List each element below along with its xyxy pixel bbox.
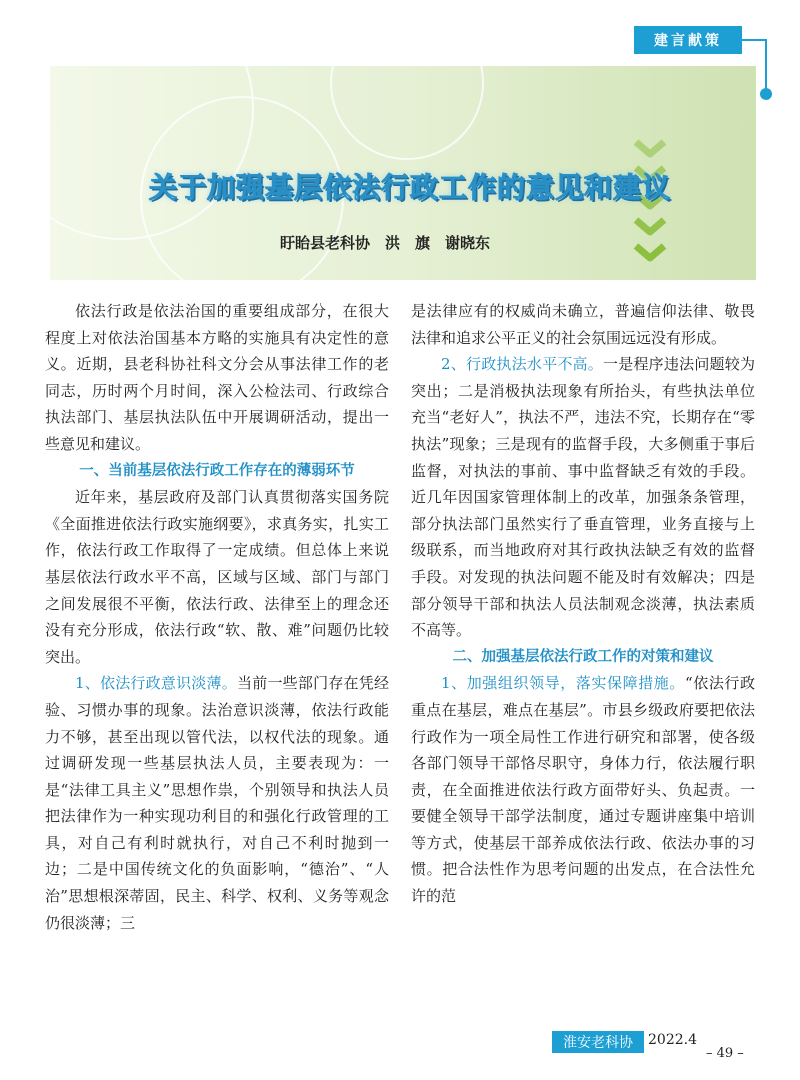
paragraph: 是法律应有的权威尚未确立，普遍信仰法律、敬畏法律和追求公平正义的社会氛围远远没有形成。 bbox=[411, 302, 755, 347]
paragraph bbox=[411, 351, 755, 644]
tag-connector-line-vertical bbox=[765, 39, 767, 91]
decor-ring bbox=[330, 66, 484, 160]
tag-connector-line bbox=[742, 39, 766, 41]
left-column bbox=[45, 298, 389, 936]
chevron-down-icon bbox=[630, 136, 670, 276]
section-heading: 一、当前基层依法行政工作存在的薄弱环节 bbox=[79, 462, 355, 479]
section-heading: 二、加强基层依法行政工作的对策和建议 bbox=[452, 648, 714, 665]
paragraph-body: “依法行政重点在基层，难点在基层”。市县乡级政府要把依法行政作为一项全局性工作进行研究和部署，使各级各部门领导干部恪尽职守，身体力行，依法履行职责，在全面推进依法行政方面带好头、负起责。一要健全领导干部学法制度，通过专题讲座集中培训等方式，使基层干部养成依法行政、依法办事的习惯。把合法性作为思考问题的出发点，在合法性允许的范 bbox=[411, 674, 756, 906]
journal-name: 淮安老科协 bbox=[552, 1031, 644, 1053]
subheading: 2、行政执法水平不高。 bbox=[441, 355, 603, 374]
issue-year: 2022.4 bbox=[648, 1032, 697, 1048]
subheading: 1、加强组织领导，落实保障措施。 bbox=[441, 674, 685, 693]
paragraph-body: 当前一些部门存在凭经验、习惯办事的现象。法治意识淡薄，依法行政能力不够，甚至出现以管代法，以权代法的现象。通过调研发现一些基层执法人员，主要表现为：一是“法律工具主义”思想作祟，个别领导和执法人员把法律作为一种实现功利目的和强化行政管理的工具，对自己有利时就执行，对自己不利时抛到一边；二是中国传统文化的负面影响，“德治”、“人治”思想根深蒂固，民主、科学、权利、义务等观念仍很淡薄；三 bbox=[45, 674, 389, 932]
column-tag: 建言献策 bbox=[634, 26, 742, 54]
article-byline: 盱眙县老科协 洪 旗 谢晓东 bbox=[280, 234, 491, 252]
title-banner bbox=[50, 66, 756, 280]
right-column bbox=[411, 298, 755, 910]
article-title: 关于加强基层依法行政工作的意见和建议 bbox=[148, 171, 671, 204]
page-number: – 49 – bbox=[706, 1046, 744, 1061]
paragraph bbox=[411, 670, 755, 909]
paragraph: 依法行政是依法治国的重要组成部分，在很大程度上对依法治国基本方略的实施具有决定性的意义。近期，县老科协社科文分会从事法律工作的老同志，历时两个月时间，深入公检法司、行政综合执法部门、基层执法队伍中开展调研活动，提出一些意见和建议。 bbox=[45, 302, 389, 453]
tag-dot bbox=[760, 88, 772, 100]
paragraph bbox=[45, 670, 389, 936]
subheading: 1、依法行政意识淡薄。 bbox=[75, 674, 237, 693]
paragraph-body: 一是程序违法问题较为突出；二是消极执法现象有所抬头，有些执法单位充当“老好人”，执法不严，违法不究，长期存在“零执法”现象；三是现有的监督手段，大多侧重于事后监督，对执法的事前、事中监督缺乏有效的手段。近几年因国家管理体制上的改革，加强条条管理，部分执法部门虽然实行了垂直管理，业务直接与上级联系，而当地政府对其行政执法缺乏有效的监督手段。对发现的执法问题不能及时有效解决；四是部分领导干部和执法人员法制观念淡薄，执法素质不高等。 bbox=[411, 355, 755, 640]
paragraph: 近年来，基层政府及部门认真贯彻落实国务院《全面推进依法行政实施纲要》，求真务实，扎实工作，依法行政工作取得了一定成绩。但总体上来说基层依法行政水平不高，区域与区域、部门与部门之间发展很不平衡，依法行政、法律至上的理念还没有充分形成，依法行政“软、散、难”问题仍比较突出。 bbox=[45, 488, 389, 666]
